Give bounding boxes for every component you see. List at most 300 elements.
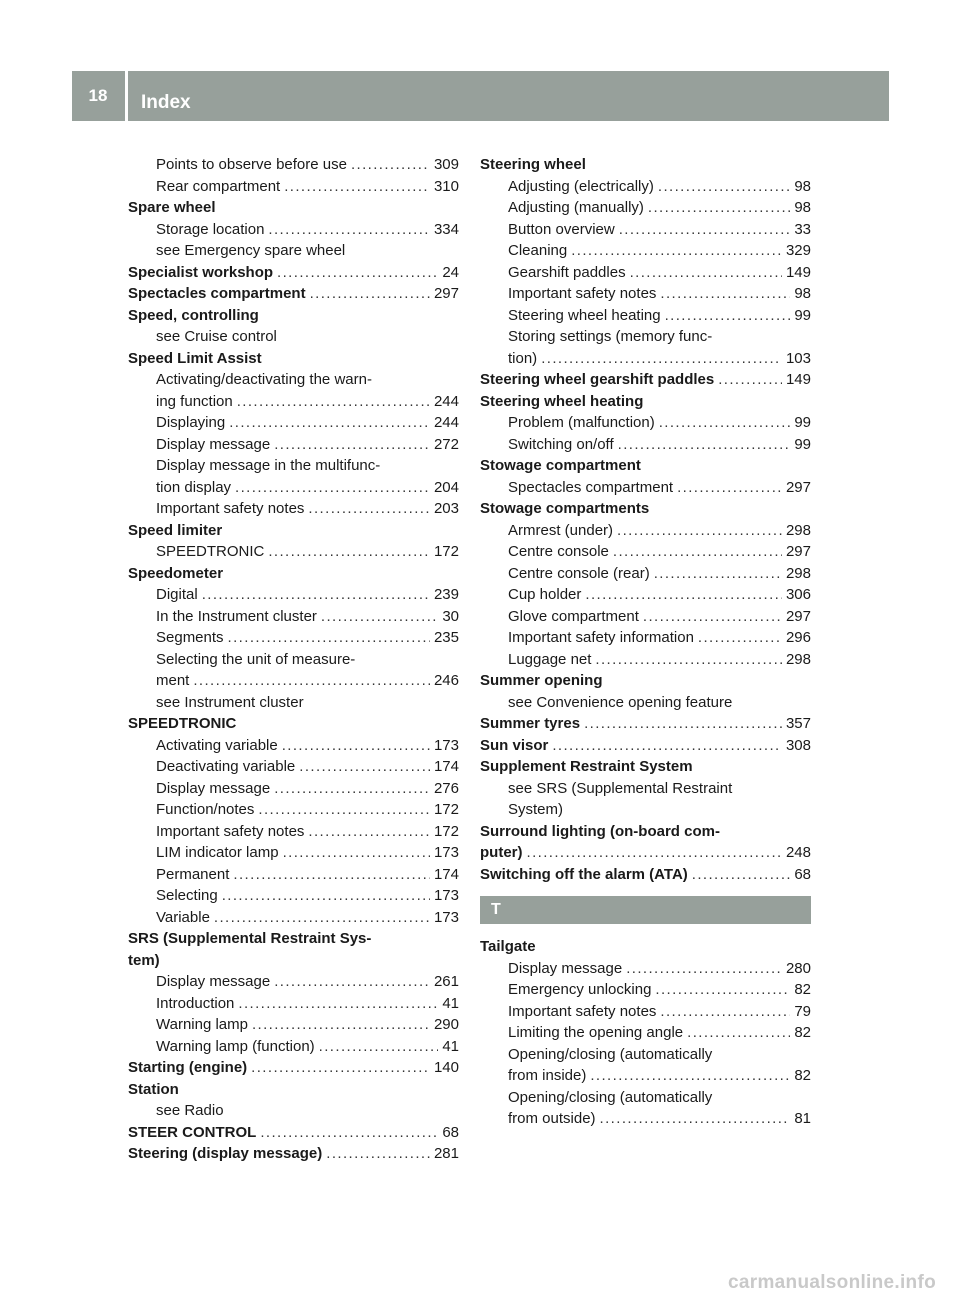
entry-text: from outside) bbox=[508, 1110, 596, 1127]
index-entry bbox=[128, 950, 459, 972]
entry-text: see Instrument cluster bbox=[156, 693, 304, 711]
dot-leader bbox=[268, 219, 430, 241]
page-reference[interactable]: 244 bbox=[433, 414, 459, 431]
index-entry bbox=[480, 670, 811, 692]
entry-text: STEER CONTROL bbox=[128, 1123, 257, 1141]
index-entry bbox=[128, 1143, 459, 1165]
watermark: carmanualsonline.info bbox=[728, 1272, 936, 1293]
entry-text: Introduction bbox=[156, 994, 235, 1012]
page-reference[interactable]: 30 bbox=[442, 607, 459, 625]
entry-text: Spare wheel bbox=[128, 199, 216, 216]
index-entry bbox=[480, 455, 811, 477]
dot-leader bbox=[541, 348, 782, 370]
page-reference[interactable]: 173 bbox=[433, 736, 459, 754]
entry-text: see Radio bbox=[156, 1102, 224, 1119]
entry-text: Important safety notes bbox=[156, 822, 305, 840]
index-subentry bbox=[128, 993, 459, 1015]
page-reference[interactable]: 99 bbox=[794, 414, 811, 431]
page-reference[interactable]: 297 bbox=[785, 478, 811, 496]
dot-leader bbox=[617, 520, 782, 542]
dot-leader bbox=[687, 1022, 790, 1044]
entry-text: Storage location bbox=[156, 220, 265, 238]
entry-text: Display message bbox=[156, 779, 271, 797]
page-reference[interactable]: 173 bbox=[433, 844, 459, 861]
page-reference[interactable]: 98 bbox=[794, 285, 811, 302]
entry-text: tion) bbox=[508, 349, 538, 367]
page-reference[interactable]: 172 bbox=[433, 801, 459, 818]
entry-text: Starting (engine) bbox=[128, 1059, 248, 1076]
dot-leader bbox=[284, 176, 430, 198]
entry-text: Cup holder bbox=[508, 586, 582, 603]
index-entry bbox=[128, 262, 459, 284]
dot-leader bbox=[571, 240, 782, 262]
index-subentry bbox=[480, 176, 811, 198]
dot-leader bbox=[585, 584, 782, 606]
index-entry bbox=[480, 756, 811, 778]
page-reference[interactable]: 280 bbox=[785, 959, 811, 977]
entry-text: Speed, controlling bbox=[128, 306, 259, 324]
entry-text: Steering wheel bbox=[480, 156, 586, 173]
page-reference[interactable]: 276 bbox=[433, 779, 459, 797]
page-reference[interactable]: 297 bbox=[785, 543, 811, 560]
index-entry bbox=[128, 713, 459, 735]
page-reference[interactable]: 235 bbox=[433, 629, 459, 646]
page-reference[interactable]: 357 bbox=[785, 715, 811, 732]
page-reference[interactable]: 310 bbox=[433, 177, 459, 195]
entry-text: see Convenience opening feature bbox=[508, 693, 733, 711]
dot-leader bbox=[252, 1014, 430, 1036]
dot-leader bbox=[310, 283, 430, 305]
page-reference[interactable]: 24 bbox=[442, 263, 459, 281]
entry-text: Displaying bbox=[156, 414, 226, 431]
page-header bbox=[72, 71, 889, 121]
index-subentry bbox=[128, 176, 459, 198]
dot-leader bbox=[630, 262, 782, 284]
dot-leader bbox=[251, 1057, 430, 1079]
entry-text: Display message in the multifunc- bbox=[156, 457, 381, 474]
dot-leader bbox=[233, 864, 430, 886]
page-reference[interactable]: 103 bbox=[785, 349, 811, 367]
index-subentry bbox=[480, 1108, 811, 1130]
page-reference[interactable]: 246 bbox=[433, 672, 459, 689]
dot-leader bbox=[590, 1065, 790, 1087]
index-subentry bbox=[128, 735, 459, 757]
entry-text: Speedometer bbox=[128, 564, 224, 582]
page-reference[interactable]: 272 bbox=[433, 435, 459, 453]
page-reference[interactable]: 244 bbox=[433, 392, 459, 410]
index-entry bbox=[480, 842, 811, 864]
index-subentry bbox=[480, 541, 811, 563]
index-subentry bbox=[128, 240, 459, 262]
entry-text: Station bbox=[128, 1080, 179, 1098]
index-entry bbox=[128, 1122, 459, 1144]
index-entry bbox=[128, 197, 459, 219]
page-reference[interactable]: 149 bbox=[785, 371, 811, 388]
page-reference[interactable]: 298 bbox=[785, 521, 811, 539]
index-entry bbox=[128, 563, 459, 585]
index-subentry bbox=[480, 197, 811, 219]
entry-text: Speed Limit Assist bbox=[128, 349, 262, 367]
page-reference[interactable]: 33 bbox=[794, 220, 811, 238]
entry-text: Activating variable bbox=[156, 736, 278, 754]
entry-text: Adjusting (electrically) bbox=[508, 177, 654, 195]
entry-text: Segments bbox=[156, 629, 224, 646]
entry-text: tion display bbox=[156, 478, 232, 496]
dot-leader bbox=[282, 735, 430, 757]
entry-text: Warning lamp bbox=[156, 1016, 248, 1033]
index-subentry bbox=[128, 391, 459, 413]
entry-text: puter) bbox=[480, 844, 523, 861]
entry-text: Steering wheel heating bbox=[508, 306, 661, 324]
index-column-left bbox=[128, 154, 459, 1165]
index-subentry bbox=[480, 305, 811, 327]
dot-leader bbox=[228, 627, 430, 649]
entry-text: Problem (malfunction) bbox=[508, 414, 655, 431]
dot-leader bbox=[692, 864, 791, 886]
dot-leader bbox=[274, 434, 430, 456]
index-subentry bbox=[128, 1100, 459, 1122]
entry-text: Deactivating variable bbox=[156, 758, 296, 775]
entry-text: Tailgate bbox=[480, 938, 536, 955]
entry-text: Important safety notes bbox=[508, 285, 657, 302]
page-number: 18 bbox=[88, 86, 108, 105]
entry-text: see Emergency spare wheel bbox=[156, 242, 346, 259]
entry-text: Opening/closing (automatically bbox=[508, 1088, 713, 1106]
dot-leader bbox=[299, 756, 430, 778]
dot-leader bbox=[274, 971, 430, 993]
entry-text: Stowage compartments bbox=[480, 500, 650, 517]
dot-leader bbox=[584, 713, 782, 735]
entry-text: Luggage net bbox=[508, 650, 592, 668]
page-reference[interactable]: 173 bbox=[433, 908, 459, 926]
entry-text: see Cruise control bbox=[156, 328, 277, 345]
entry-text: Emergency unlocking bbox=[508, 981, 652, 998]
page-reference[interactable]: 41 bbox=[442, 994, 459, 1012]
entry-text: Spectacles compartment bbox=[128, 285, 306, 302]
dot-leader bbox=[222, 885, 430, 907]
entry-text: Digital bbox=[156, 586, 198, 603]
entry-text: Cleaning bbox=[508, 242, 568, 259]
dot-leader bbox=[202, 584, 430, 606]
page-reference[interactable]: 297 bbox=[433, 285, 459, 302]
dot-leader bbox=[277, 262, 438, 284]
page-title: Index bbox=[141, 92, 191, 113]
dot-leader bbox=[214, 907, 430, 929]
dot-leader bbox=[351, 154, 430, 176]
entry-text: Opening/closing (automatically bbox=[508, 1045, 713, 1063]
entry-text: Adjusting (manually) bbox=[508, 199, 644, 216]
dot-leader bbox=[618, 434, 791, 456]
index-subentry bbox=[128, 971, 459, 993]
index-subentry bbox=[480, 434, 811, 456]
entry-text: Permanent bbox=[156, 865, 230, 883]
entry-text: Glove compartment bbox=[508, 607, 639, 625]
index-subentry bbox=[128, 541, 459, 563]
page-reference[interactable]: 297 bbox=[785, 607, 811, 625]
entry-text: Centre console (rear) bbox=[508, 564, 650, 582]
entry-text: Centre console bbox=[508, 543, 609, 560]
entry-text: Limiting the opening angle bbox=[508, 1024, 684, 1041]
dot-leader bbox=[600, 1108, 791, 1130]
page-reference[interactable]: 334 bbox=[433, 220, 459, 238]
dot-leader bbox=[659, 412, 791, 434]
index-subentry bbox=[128, 326, 459, 348]
entry-text: Important safety notes bbox=[508, 1002, 657, 1020]
entry-text: Variable bbox=[156, 908, 210, 926]
dot-leader bbox=[258, 799, 430, 821]
index-subentry bbox=[128, 477, 459, 499]
entry-text: System) bbox=[508, 801, 564, 818]
index-entry bbox=[128, 305, 459, 327]
page-reference[interactable]: 172 bbox=[433, 822, 459, 840]
page-reference[interactable]: 239 bbox=[433, 586, 459, 603]
dot-leader bbox=[595, 649, 782, 671]
page-reference[interactable]: 290 bbox=[433, 1016, 459, 1033]
page-reference[interactable]: 298 bbox=[785, 564, 811, 582]
index-subentry bbox=[480, 692, 811, 714]
entry-text: Surround lighting (on-board com- bbox=[480, 822, 720, 840]
header-divider bbox=[125, 71, 128, 121]
index-entry bbox=[480, 864, 811, 886]
index-column-right bbox=[480, 154, 811, 1130]
index-subentry bbox=[480, 1022, 811, 1044]
entry-text: SPEEDTRONIC bbox=[128, 715, 237, 732]
page-reference[interactable]: 68 bbox=[442, 1123, 459, 1141]
index-subentry bbox=[128, 584, 459, 606]
entry-text: Switching on/off bbox=[508, 435, 614, 453]
index-entry bbox=[480, 735, 811, 757]
index-subentry bbox=[480, 520, 811, 542]
page-reference[interactable]: 308 bbox=[785, 736, 811, 754]
index-entry bbox=[480, 369, 811, 391]
entry-text: Important safety notes bbox=[156, 500, 305, 517]
page-reference[interactable]: 99 bbox=[794, 435, 811, 453]
dot-leader bbox=[527, 842, 782, 864]
dot-leader bbox=[326, 1143, 430, 1165]
entry-text: Summer opening bbox=[480, 672, 603, 689]
index-entry bbox=[480, 936, 811, 958]
index-subentry bbox=[480, 627, 811, 649]
index-entry bbox=[128, 348, 459, 370]
entry-text: from inside) bbox=[508, 1067, 587, 1084]
index-subentry bbox=[480, 799, 811, 821]
entry-text: Sun visor bbox=[480, 736, 549, 754]
page-reference[interactable]: 82 bbox=[794, 981, 811, 998]
index-subentry bbox=[128, 821, 459, 843]
index-subentry bbox=[128, 670, 459, 692]
index-subentry bbox=[128, 219, 459, 241]
page-reference[interactable]: 281 bbox=[433, 1145, 459, 1162]
entry-text: Summer tyres bbox=[480, 715, 581, 732]
dot-leader bbox=[660, 1001, 790, 1023]
entry-text: Storing settings (memory func- bbox=[508, 328, 713, 345]
dot-leader bbox=[229, 412, 430, 434]
dot-leader bbox=[677, 477, 782, 499]
dot-leader bbox=[658, 176, 790, 198]
index-subentry bbox=[128, 885, 459, 907]
index-subentry bbox=[128, 1036, 459, 1058]
entry-text: Display message bbox=[156, 435, 271, 453]
page-reference[interactable]: 296 bbox=[785, 629, 811, 646]
dot-leader bbox=[648, 197, 790, 219]
index-subentry bbox=[128, 1014, 459, 1036]
dot-leader bbox=[718, 369, 782, 391]
page-reference[interactable]: 173 bbox=[433, 887, 459, 904]
index-subentry bbox=[480, 477, 811, 499]
index-subentry bbox=[480, 412, 811, 434]
index-subentry bbox=[128, 907, 459, 929]
page-reference[interactable]: 329 bbox=[785, 242, 811, 259]
dot-leader bbox=[660, 283, 790, 305]
entry-text: Specialist workshop bbox=[128, 263, 274, 281]
entry-text: Warning lamp (function) bbox=[156, 1037, 315, 1055]
entry-text: Display message bbox=[508, 959, 623, 977]
entry-text: Important safety information bbox=[508, 629, 694, 646]
index-subentry bbox=[128, 434, 459, 456]
page-reference[interactable]: 248 bbox=[785, 844, 811, 861]
entry-text: Selecting the unit of measure- bbox=[156, 650, 356, 668]
page-reference[interactable]: 204 bbox=[433, 478, 459, 496]
index-subentry bbox=[128, 498, 459, 520]
entry-text: Display message bbox=[156, 973, 271, 990]
page-reference[interactable]: 306 bbox=[785, 586, 811, 603]
index-subentry bbox=[128, 455, 459, 477]
entry-text: Selecting bbox=[156, 887, 218, 904]
index-entry bbox=[128, 1079, 459, 1101]
index-subentry bbox=[480, 326, 811, 348]
page-reference[interactable]: 68 bbox=[794, 865, 811, 883]
dot-leader bbox=[319, 1036, 439, 1058]
index-entry bbox=[128, 928, 459, 950]
index-subentry bbox=[480, 348, 811, 370]
index-entry bbox=[128, 1057, 459, 1079]
index-entry bbox=[480, 498, 811, 520]
page-reference[interactable]: 174 bbox=[433, 865, 459, 883]
dot-leader bbox=[283, 842, 430, 864]
index-subentry bbox=[480, 240, 811, 262]
dot-leader bbox=[308, 821, 430, 843]
page-reference[interactable]: 172 bbox=[433, 543, 459, 560]
entry-text: Gearshift paddles bbox=[508, 263, 626, 281]
index-entry bbox=[480, 154, 811, 176]
page-reference[interactable]: 99 bbox=[794, 306, 811, 324]
index-subentry bbox=[128, 842, 459, 864]
index-subentry bbox=[480, 262, 811, 284]
index-subentry bbox=[128, 412, 459, 434]
page-reference[interactable]: 81 bbox=[794, 1110, 811, 1127]
page-reference[interactable]: 98 bbox=[794, 177, 811, 195]
page-reference[interactable]: 309 bbox=[433, 156, 459, 173]
entry-text: Spectacles compartment bbox=[508, 478, 674, 496]
page-reference[interactable]: 149 bbox=[785, 263, 811, 281]
section-letter-heading: T bbox=[480, 896, 811, 924]
index-subentry bbox=[128, 369, 459, 391]
dot-leader bbox=[698, 627, 782, 649]
entry-text: Button overview bbox=[508, 220, 615, 238]
dot-leader bbox=[613, 541, 782, 563]
entry-text: see SRS (Supplemental Restraint bbox=[508, 779, 733, 797]
page-reference[interactable]: 298 bbox=[785, 650, 811, 668]
index-subentry bbox=[128, 649, 459, 671]
entry-text: In the Instrument cluster bbox=[156, 607, 317, 625]
index-subentry bbox=[128, 154, 459, 176]
entry-text: Activating/deactivating the warn- bbox=[156, 371, 372, 388]
index-subentry bbox=[480, 979, 811, 1001]
page-reference[interactable]: 261 bbox=[433, 973, 459, 990]
page-reference[interactable]: 82 bbox=[794, 1024, 811, 1041]
index-subentry bbox=[480, 563, 811, 585]
entry-text: Rear compartment bbox=[156, 177, 281, 195]
entry-text: SRS (Supplemental Restraint Sys- bbox=[128, 930, 372, 947]
index-subentry bbox=[480, 1065, 811, 1087]
dot-leader bbox=[665, 305, 791, 327]
index-entry bbox=[480, 821, 811, 843]
index-subentry bbox=[480, 649, 811, 671]
page-reference[interactable]: 174 bbox=[433, 758, 459, 775]
index-entry bbox=[128, 520, 459, 542]
entry-text: SPEEDTRONIC bbox=[156, 543, 265, 560]
page-reference[interactable]: 41 bbox=[442, 1037, 459, 1055]
entry-text: Switching off the alarm (ATA) bbox=[480, 865, 688, 883]
dot-leader bbox=[235, 477, 430, 499]
dot-leader bbox=[193, 670, 430, 692]
dot-leader bbox=[260, 1122, 438, 1144]
page-reference[interactable]: 203 bbox=[433, 500, 459, 517]
dot-leader bbox=[274, 778, 430, 800]
index-entry bbox=[128, 283, 459, 305]
entry-text: Points to observe before use bbox=[156, 156, 347, 173]
index-subentry bbox=[480, 778, 811, 800]
page-reference[interactable]: 82 bbox=[794, 1067, 811, 1084]
entry-text: Function/notes bbox=[156, 801, 255, 818]
page-reference[interactable]: 98 bbox=[794, 199, 811, 216]
index-subentry bbox=[128, 799, 459, 821]
index-subentry bbox=[480, 584, 811, 606]
entry-text: Speed limiter bbox=[128, 521, 223, 539]
dot-leader bbox=[321, 606, 438, 628]
index-subentry bbox=[480, 1001, 811, 1023]
dot-leader bbox=[655, 979, 790, 1001]
entry-text: Steering (display message) bbox=[128, 1145, 323, 1162]
page-reference[interactable]: 79 bbox=[794, 1002, 811, 1020]
index-subentry bbox=[128, 756, 459, 778]
index-subentry bbox=[480, 958, 811, 980]
dot-leader bbox=[626, 958, 782, 980]
index-entry bbox=[480, 713, 811, 735]
dot-leader bbox=[238, 993, 438, 1015]
index-subentry bbox=[128, 627, 459, 649]
entry-text: LIM indicator lamp bbox=[156, 844, 279, 861]
dot-leader bbox=[619, 219, 791, 241]
index-subentry bbox=[480, 606, 811, 628]
index-subentry bbox=[480, 1044, 811, 1066]
entry-text: Armrest (under) bbox=[508, 521, 614, 539]
page-reference[interactable]: 140 bbox=[433, 1059, 459, 1076]
dot-leader bbox=[654, 563, 782, 585]
index-entry bbox=[480, 391, 811, 413]
dot-leader bbox=[552, 735, 782, 757]
entry-text: Steering wheel heating bbox=[480, 392, 644, 410]
index-subentry bbox=[480, 1087, 811, 1109]
dot-leader bbox=[643, 606, 782, 628]
entry-text: Steering wheel gearshift paddles bbox=[480, 371, 715, 388]
dot-leader bbox=[308, 498, 430, 520]
entry-text: ing function bbox=[156, 392, 233, 410]
entry-text: ment bbox=[156, 672, 190, 689]
index-subentry bbox=[128, 864, 459, 886]
index-subentry bbox=[128, 778, 459, 800]
index-subentry bbox=[128, 692, 459, 714]
